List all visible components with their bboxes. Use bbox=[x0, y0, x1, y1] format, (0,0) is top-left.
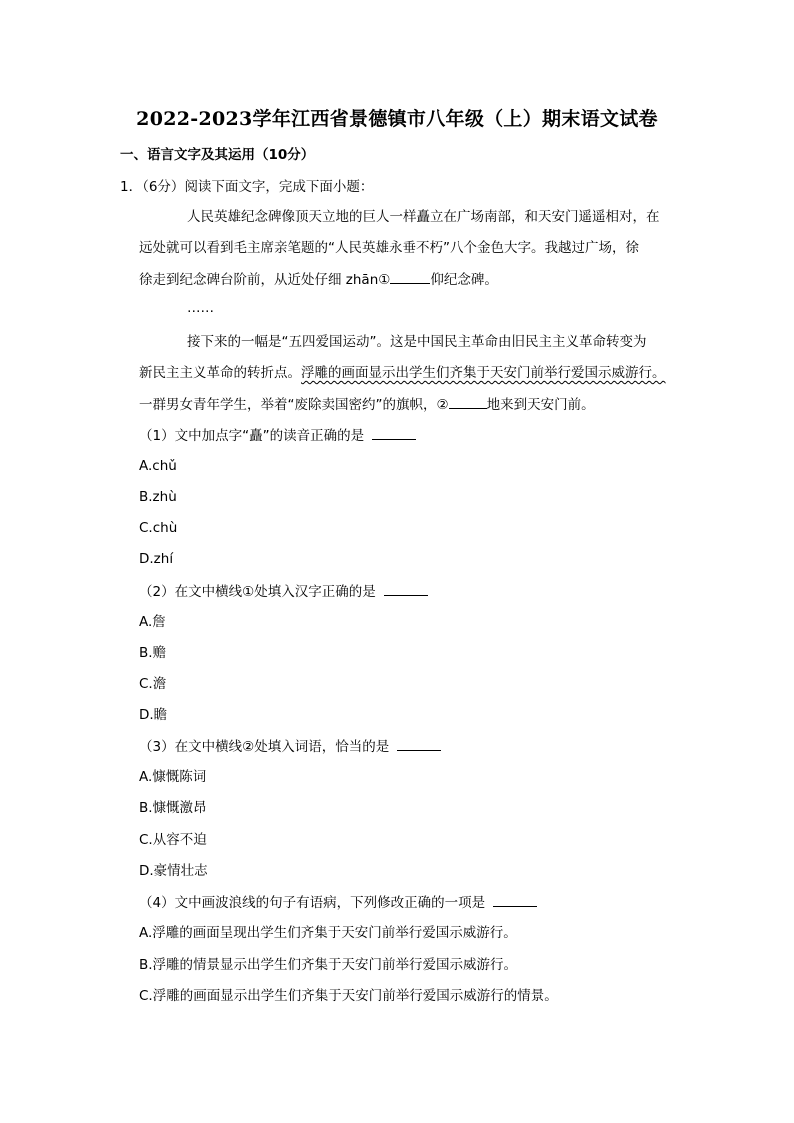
option: A.浮雕的画面呈现出学生们齐集于天安门前举行爱国示威游行。 bbox=[139, 925, 517, 941]
option: A.chǔ bbox=[139, 458, 177, 474]
passage-text: 一群男女青年学生，举着“废除卖国密约”的旗帜，② bbox=[139, 397, 449, 413]
subquestion-text: （1）文中加点字“矗”的读音正确的是 bbox=[139, 428, 365, 444]
subquestion-stem bbox=[139, 893, 537, 912]
passage-line bbox=[139, 270, 498, 289]
subquestion-text: （4）文中画波浪线的句子有语病，下列修改正确的一项是 bbox=[139, 895, 486, 911]
answer-blank bbox=[384, 582, 428, 596]
option: B.浮雕的情景显示出学生们齐集于天安门前举行爱国示威游行。 bbox=[139, 957, 518, 973]
option: C.chù bbox=[139, 520, 178, 536]
subquestion-stem bbox=[139, 426, 416, 445]
page-title: 2022-2023学年江西省景德镇市八年级（上）期末语文试卷 bbox=[136, 108, 658, 130]
answer-blank bbox=[397, 737, 441, 751]
blank-2 bbox=[449, 395, 487, 409]
subquestion-stem bbox=[139, 582, 428, 601]
option: C.浮雕的画面显示出学生们齐集于天安门前举行爱国示威游行的情景。 bbox=[139, 988, 558, 1004]
option: A.詹 bbox=[139, 614, 166, 630]
option: C.澹 bbox=[139, 676, 167, 692]
blank-1 bbox=[390, 270, 430, 284]
passage-line: 接下来的一幅是“五四爱国运动”。这是中国民主革命由旧民主主义革命转变为 bbox=[187, 334, 647, 350]
question-header bbox=[120, 178, 373, 196]
passage-text: 仰纪念碑。 bbox=[430, 272, 498, 288]
passage-text: 徐走到纪念碑台阶前，从近处仔细 zhān① bbox=[139, 272, 391, 288]
wavy-sentence: 浮雕的画面显示出学生们齐集于天安门前举行爱国示威游行。 bbox=[301, 365, 666, 381]
option: C.从容不迫 bbox=[139, 832, 207, 848]
option: D.zhí bbox=[139, 551, 174, 567]
ellipsis: …… bbox=[187, 300, 214, 316]
option: D.豪情壮志 bbox=[139, 863, 208, 879]
option: A.慷慨陈词 bbox=[139, 769, 207, 785]
passage-line: 远处就可以看到毛主席亲笔题的“人民英雄永垂不朽”八个金色大字。我越过广场，徐 bbox=[139, 240, 639, 256]
option: B.赡 bbox=[139, 645, 167, 661]
passage-line bbox=[139, 364, 666, 382]
subquestion-stem bbox=[139, 737, 441, 756]
question-points: （6分） bbox=[142, 179, 185, 195]
passage-line: 人民英雄纪念碑像顶天立地的巨人一样矗立在广场南部，和天安门遥遥相对，在 bbox=[187, 209, 660, 225]
subquestion-text: （2）在文中横线①处填入汉字正确的是 bbox=[139, 584, 376, 600]
answer-blank bbox=[493, 893, 537, 907]
section-heading: 一、语言文字及其运用（10分） bbox=[120, 147, 315, 163]
passage-text: 新民主主义革命的转折点。 bbox=[139, 365, 301, 381]
subquestion-text: （3）在文中横线②处填入词语，恰当的是 bbox=[139, 739, 390, 755]
question-number: 1． bbox=[120, 179, 143, 195]
question-stem: 阅读下面文字，完成下面小题： bbox=[184, 179, 374, 195]
option: B.慷慨激昂 bbox=[139, 800, 207, 816]
option: B.zhù bbox=[139, 489, 177, 505]
passage-line bbox=[139, 395, 595, 414]
option: D.瞻 bbox=[139, 707, 168, 723]
passage-text: 地来到天安门前。 bbox=[486, 397, 595, 413]
answer-blank bbox=[372, 426, 416, 440]
